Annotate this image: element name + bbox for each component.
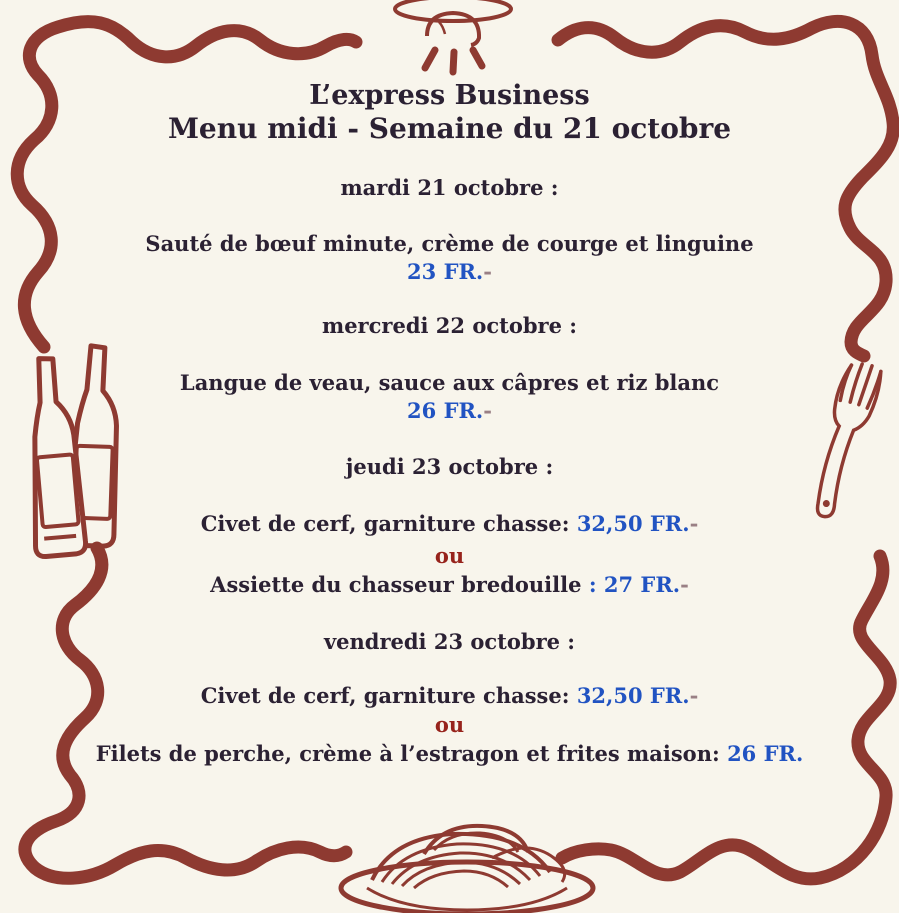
pendant-lamp-icon xyxy=(385,0,525,78)
price-amount: 26 FR. xyxy=(407,398,484,423)
day-heading-mercredi: mercredi 22 octobre : xyxy=(321,313,578,338)
price-dash: - xyxy=(689,511,699,536)
or-separator: ou xyxy=(434,712,465,737)
day-heading-vendredi: vendredi 23 octobre : xyxy=(323,629,576,654)
dish-text: Assiette du chasseur bredouille xyxy=(210,572,582,597)
dish-mardi: Sauté de bœuf minute, crème de courge et linguine xyxy=(145,231,754,256)
dish-jeudi-option1 xyxy=(0,511,899,536)
price-dash: - xyxy=(483,259,492,284)
dish-vendredi-option2 xyxy=(0,741,899,766)
price-amount: : 27 FR. xyxy=(588,572,681,597)
dish-vendredi-option1 xyxy=(0,683,899,708)
page-title: L’express Business xyxy=(309,80,590,111)
price-dash: - xyxy=(689,683,699,708)
price-amount: 23 FR. xyxy=(407,259,484,284)
day-heading-mardi: mardi 21 octobre : xyxy=(340,175,559,200)
or-separator: ou xyxy=(434,543,465,568)
price-mercredi xyxy=(0,398,899,423)
price-amount: 26 FR. xyxy=(727,741,804,766)
dish-jeudi-option2 xyxy=(0,572,899,597)
price-mardi xyxy=(0,259,899,284)
dish-text: Civet de cerf, garniture chasse: xyxy=(200,511,570,536)
dish-text: Filets de perche, crème à l’estragon et frites maison: xyxy=(95,741,720,766)
price-amount: 32,50 FR. xyxy=(576,511,690,536)
day-heading-jeudi: jeudi 23 octobre : xyxy=(345,454,554,479)
page-subtitle: Menu midi - Semaine du 21 octobre xyxy=(167,112,732,145)
price-amount: 32,50 FR. xyxy=(576,683,690,708)
price-dash: - xyxy=(680,572,689,597)
dish-mercredi: Langue de veau, sauce aux câpres et riz blanc xyxy=(179,370,720,395)
dish-text: Civet de cerf, garniture chasse: xyxy=(200,683,570,708)
price-dash: - xyxy=(483,398,492,423)
